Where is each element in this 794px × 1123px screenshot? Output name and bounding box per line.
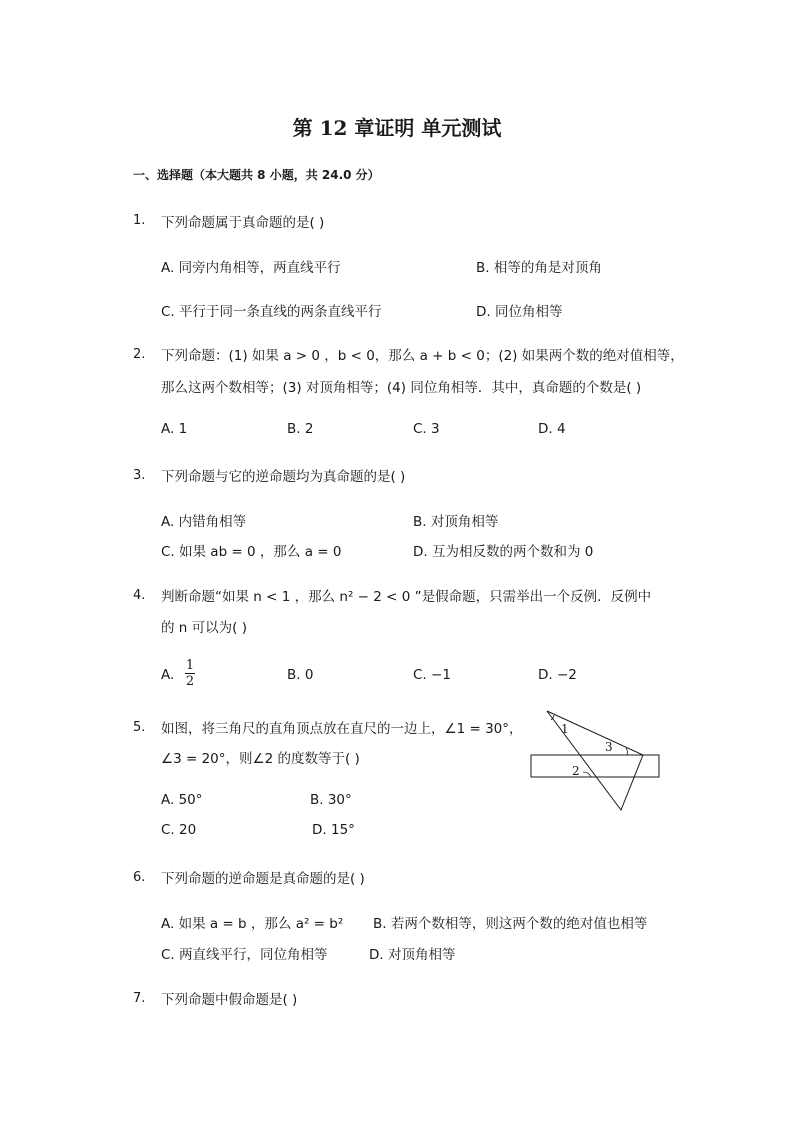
q5-option-a[interactable]: A. 50° [161, 792, 203, 808]
q5-option-c[interactable]: C. 20 [161, 822, 197, 838]
q6-option-d[interactable]: D. 对顶角相等 [369, 947, 456, 963]
q3-option-b[interactable]: B. 对顶角相等 [413, 514, 499, 530]
q3-stem: 下列命题与它的逆命题均为真命题的是( ) [161, 469, 406, 485]
q7-stem: 下列命题中假命题是( ) [161, 992, 298, 1008]
q6-option-b[interactable]: B. 若两个数相等，则这两个数的绝对值也相等 [373, 916, 648, 932]
ruler-rectangle [531, 755, 659, 777]
q5-number: 5. [133, 720, 146, 735]
q6-stem: 下列命题的逆命题是真命题的是( ) [161, 871, 365, 887]
q3-number: 3. [133, 468, 146, 483]
fraction-numerator: 1 [185, 658, 195, 673]
q6-option-c[interactable]: C. 两直线平行，同位角相等 [161, 947, 328, 963]
q6-number: 6. [133, 870, 146, 885]
q1-option-c[interactable]: C. 平行于同一条直线的两条直线平行 [161, 304, 382, 320]
q2-stem-line1: 下列命题：(1) 如果 a > 0 ，b < 0，那么 a + b < 0；(2) 如果两个数的绝对值相等， [161, 348, 684, 364]
q4-option-c[interactable]: C. −1 [413, 667, 451, 683]
q2-stem-line2: 那么这两个数相等；(3) 对顶角相等；(4) 同位角相等．其中，真命题的个数是( ) [161, 380, 642, 396]
q2-option-b[interactable]: B. 2 [287, 421, 314, 437]
section-heading: 一、选择题（本大题共 8 小题，共 24.0 分） [133, 168, 380, 182]
q5-option-b[interactable]: B. 30° [310, 792, 352, 808]
angle-2-label: 2 [572, 764, 580, 778]
q5-stem-line1: 如图，将三角尺的直角顶点放在直尺的一边上，∠1 = 30°， [161, 721, 523, 737]
q4-option-a-label[interactable]: A. [161, 667, 175, 683]
q4-option-d[interactable]: D. −2 [538, 667, 577, 683]
q7-number: 7. [133, 991, 146, 1006]
q1-stem: 下列命题属于真命题的是( ) [161, 215, 325, 231]
q6-option-a[interactable]: A. 如果 a = b ，那么 a² = b² [161, 916, 344, 932]
q4-number: 4. [133, 588, 146, 603]
q3-option-a[interactable]: A. 内错角相等 [161, 514, 247, 530]
q4-stem-line1: 判断命题“如果 n < 1 ，那么 n² − 2 < 0 ”是假命题，只需举出一个反例．反例中 [161, 589, 652, 605]
q1-number: 1. [133, 213, 146, 228]
q5-stem-line2: ∠3 = 20°，则∠2 的度数等于( ) [161, 751, 360, 767]
q1-option-d[interactable]: D. 同位角相等 [476, 304, 563, 320]
q2-number: 2. [133, 347, 146, 362]
q1-option-b[interactable]: B. 相等的角是对顶角 [476, 260, 602, 276]
q3-option-d[interactable]: D. 互为相反数的两个数和为 0 [413, 544, 594, 560]
angle-3-arc [626, 748, 627, 755]
fraction-denominator: 2 [185, 674, 195, 689]
q3-option-c[interactable]: C. 如果 ab = 0 ，那么 a = 0 [161, 544, 342, 560]
q2-option-d[interactable]: D. 4 [538, 421, 566, 437]
q2-option-a[interactable]: A. 1 [161, 421, 188, 437]
q5-figure [525, 706, 670, 818]
q5-option-d[interactable]: D. 15° [312, 822, 355, 838]
q2-option-c[interactable]: C. 3 [413, 421, 440, 437]
angle-2-arc [583, 772, 591, 777]
q1-option-a[interactable]: A. 同旁内角相等，两直线平行 [161, 260, 341, 276]
angle-3-label: 3 [605, 740, 613, 754]
q4-option-b[interactable]: B. 0 [287, 667, 314, 683]
angle-1-label: 1 [561, 722, 569, 736]
page-title: 第 12 章证明 单元测试 [292, 116, 502, 140]
q4-option-a-fraction[interactable] [185, 658, 195, 689]
q4-stem-line2: 的 n 可以为( ) [161, 620, 247, 636]
